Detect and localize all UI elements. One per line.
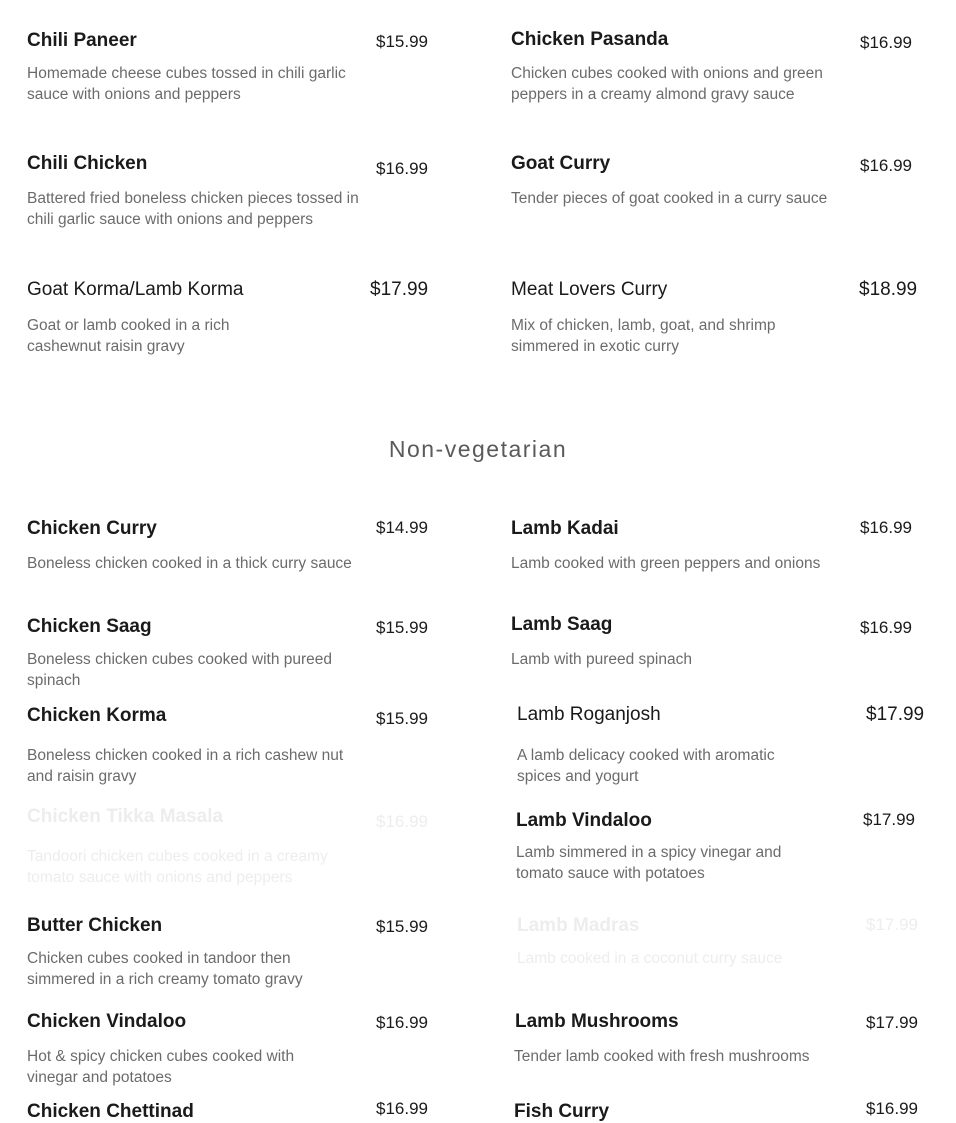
item-price: $17.99 (866, 1013, 918, 1032)
item-name: Lamb Vindaloo (516, 810, 652, 831)
item-price: $18.99 (859, 279, 918, 300)
item-price: $16.99 (376, 1099, 428, 1118)
item-price: $17.99 (370, 279, 429, 300)
item-name: Lamb Saag (511, 614, 613, 635)
item-description: Hot & spicy chicken cubes cooked with vinegar and potatoes (27, 1048, 295, 1086)
item-price: $15.99 (376, 618, 428, 637)
item-price: $17.99 (866, 704, 925, 725)
item-description: Lamb simmered in a spicy vinegar and tomato sauce with potatoes (516, 844, 782, 882)
item-description: Lamb with pureed spinach (511, 651, 692, 668)
item-price: $16.99 (860, 618, 912, 637)
item-name: Chicken Chettinad (27, 1101, 194, 1122)
item-description: Homemade cheese cubes tossed in chili garlic sauce with onions and peppers (27, 65, 346, 103)
item-description: Tender lamb cooked with fresh mushrooms (514, 1048, 810, 1065)
item-name: Lamb Mushrooms (515, 1011, 679, 1032)
item-price: $16.99 (860, 33, 912, 52)
item-description: Chicken cubes cooked with onions and green peppers in a creamy almond gravy sauce (511, 65, 823, 103)
item-description: Tandoori chicken cubes cooked in a creamy tomato sauce with onions and peppers (27, 848, 328, 886)
item-description: Boneless chicken cubes cooked with pureed spinach (27, 651, 333, 689)
item-name: Chili Paneer (27, 30, 137, 51)
item-price: $17.99 (863, 810, 915, 829)
item-name: Chicken Korma (27, 705, 167, 726)
item-description: Boneless chicken cooked in a thick curry sauce (27, 555, 352, 572)
item-description: Chicken cubes cooked in tandoor then simmered in a rich creamy tomato gravy (27, 950, 303, 988)
item-name: Lamb Roganjosh (517, 704, 661, 725)
item-description: Lamb cooked in a coconut curry sauce (517, 950, 783, 967)
item-name: Lamb Madras (517, 915, 640, 936)
item-name: Fish Curry (514, 1101, 610, 1122)
item-price: $17.99 (866, 915, 918, 934)
item-description: Boneless chicken cooked in a rich cashew nut and raisin gravy (27, 747, 344, 785)
item-description: Mix of chicken, lamb, goat, and shrimp simmered in exotic curry (511, 317, 776, 355)
item-name: Meat Lovers Curry (511, 279, 668, 300)
item-name: Chicken Curry (27, 518, 157, 539)
item-price: $16.99 (376, 812, 428, 831)
item-description: Goat or lamb cooked in a rich cashewnut raisin gravy (27, 317, 230, 355)
item-name: Goat Korma/Lamb Korma (27, 279, 244, 300)
item-description: A lamb delicacy cooked with aromatic spices and yogurt (517, 747, 775, 785)
item-name: Goat Curry (511, 153, 611, 174)
item-description: Lamb cooked with green peppers and onions (511, 555, 821, 572)
item-price: $15.99 (376, 709, 428, 728)
item-name: Lamb Kadai (511, 518, 619, 539)
section-title: Non-vegetarian (388, 436, 568, 462)
item-price: $16.99 (866, 1099, 918, 1118)
item-price: $16.99 (860, 156, 912, 175)
item-name: Chili Chicken (27, 153, 148, 174)
item-price: $15.99 (376, 32, 428, 51)
item-price: $16.99 (860, 518, 912, 537)
item-price: $16.99 (376, 159, 428, 178)
item-description: Tender pieces of goat cooked in a curry sauce (511, 190, 828, 207)
item-price: $15.99 (376, 917, 428, 936)
item-name: Chicken Tikka Masala (27, 806, 224, 827)
item-name: Chicken Vindaloo (27, 1011, 187, 1032)
item-name: Butter Chicken (27, 915, 163, 936)
item-name: Chicken Pasanda (511, 29, 669, 50)
item-price: $14.99 (376, 518, 428, 537)
item-description: Battered fried boneless chicken pieces tossed in chili garlic sauce with onions and peppers (27, 190, 359, 228)
item-name: Chicken Saag (27, 616, 152, 637)
item-price: $16.99 (376, 1013, 428, 1032)
